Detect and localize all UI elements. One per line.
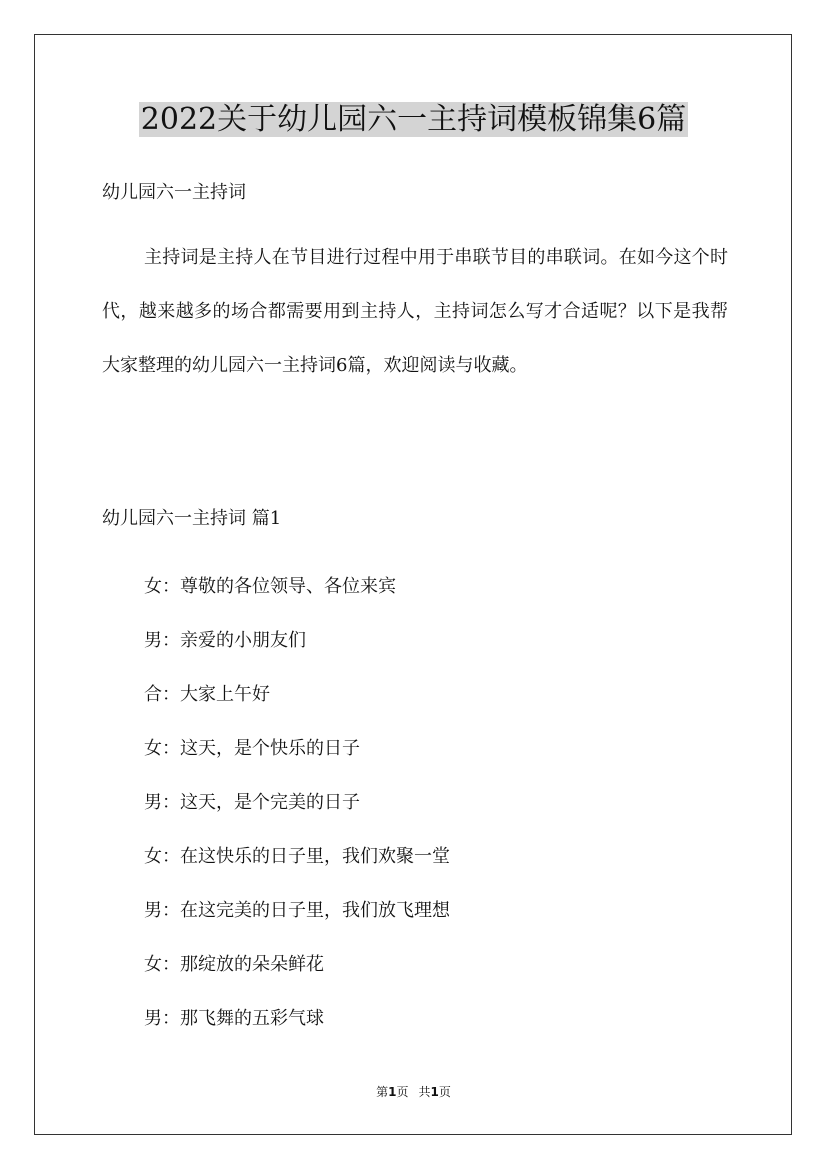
dialog-line: 男：那飞舞的五彩气球 bbox=[144, 1008, 324, 1029]
page-footer bbox=[0, 1084, 827, 1100]
document-title-text: 2022关于幼儿园六一主持词模板锦集6篇 bbox=[140, 102, 687, 137]
dialog-line: 女：在这快乐的日子里，我们欢聚一堂 bbox=[144, 846, 450, 867]
dialog-list bbox=[144, 560, 450, 1046]
section-heading: 幼儿园六一主持词 bbox=[102, 182, 246, 203]
footer-total-prefix: 共 bbox=[418, 1085, 431, 1099]
footer-total-unit: 页 bbox=[438, 1085, 451, 1099]
dialog-line: 女：这天，是个快乐的日子 bbox=[144, 738, 360, 759]
footer-page-unit: 页 bbox=[396, 1085, 409, 1099]
dialog-line: 女：尊敬的各位领导、各位来宾 bbox=[144, 576, 396, 597]
dialog-line: 男：在这完美的日子里，我们放飞理想 bbox=[144, 900, 450, 921]
part-heading: 幼儿园六一主持词 篇1 bbox=[102, 508, 282, 529]
dialog-line: 女：那绽放的朵朵鲜花 bbox=[144, 954, 324, 975]
document-title bbox=[0, 98, 827, 142]
intro-paragraph: 主持词是主持人在节目进行过程中用于串联节目的串联词。在如今这个时代，越来越多的场合都需要用到主持人，主持词怎么写才合适呢？以下是我帮大家整理的幼儿园六一主持词6篇，欢迎阅读与收藏。 bbox=[102, 247, 728, 376]
footer-page-total: 1 bbox=[430, 1085, 439, 1099]
footer-page-prefix: 第 bbox=[376, 1085, 389, 1099]
dialog-line: 合：大家上午好 bbox=[144, 684, 270, 705]
dialog-line: 男：亲爱的小朋友们 bbox=[144, 630, 306, 651]
footer-page-current: 1 bbox=[388, 1085, 397, 1099]
dialog-line: 男：这天，是个完美的日子 bbox=[144, 792, 360, 813]
